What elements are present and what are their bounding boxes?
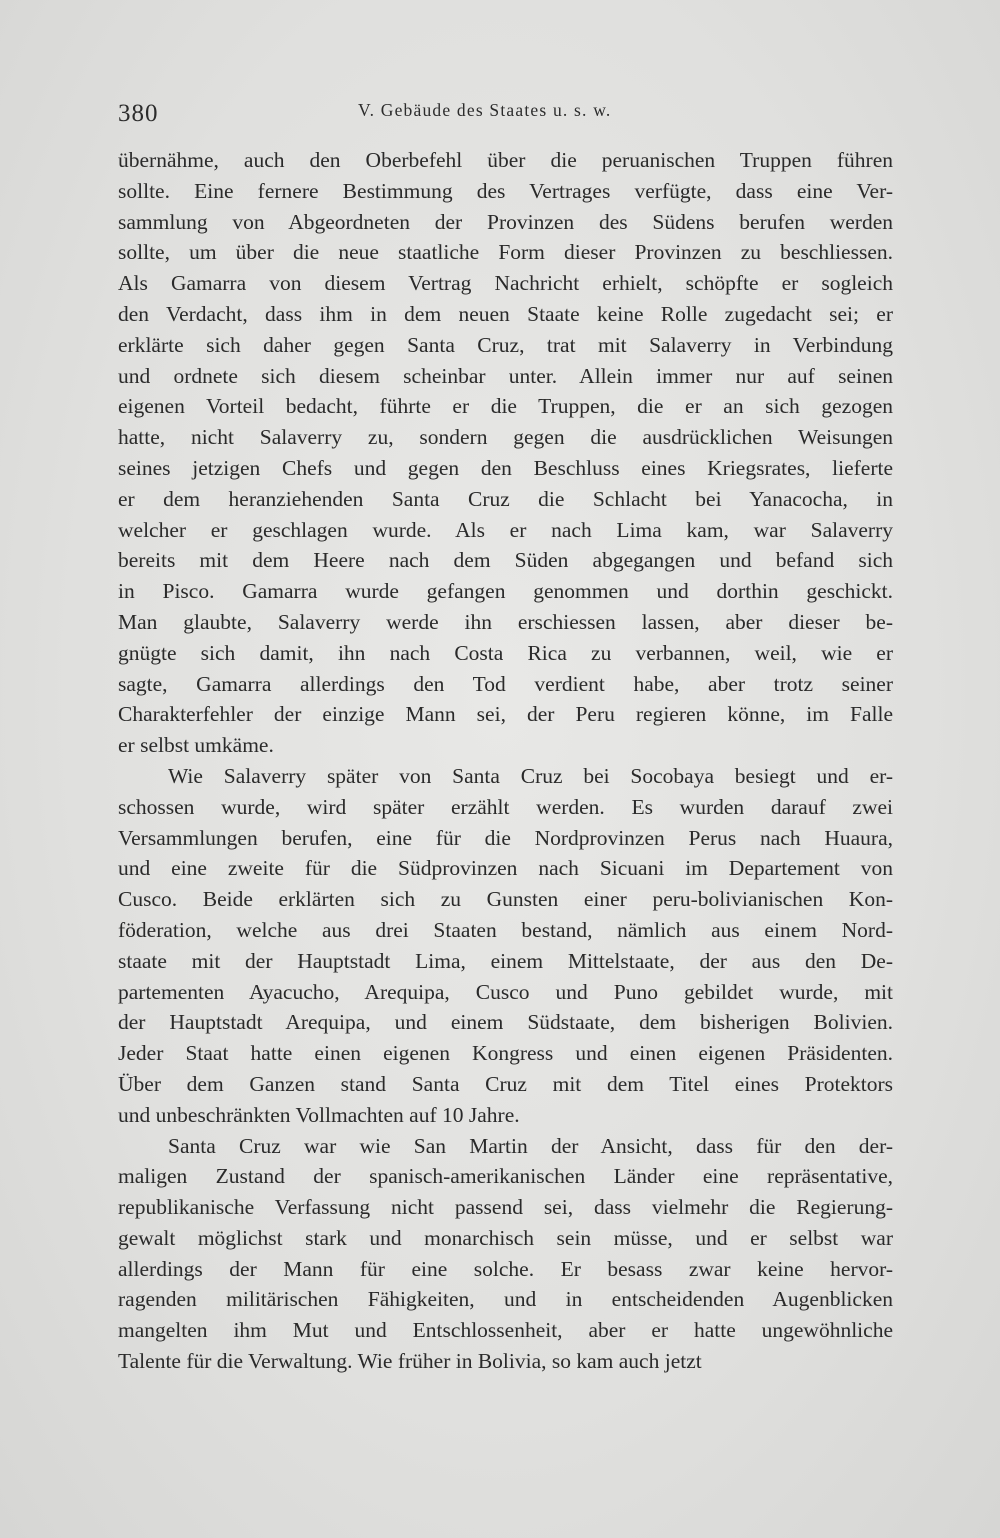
text-line: föderation, welche aus drei Staaten bestand, nämlich aus einem Nord- bbox=[118, 917, 893, 942]
text-line: ragenden militärischen Fähigkeiten, und in entscheidenden Augenblicken bbox=[118, 1287, 893, 1312]
text-line: bereits mit dem Heere nach dem Süden abgegangen und befand sich bbox=[118, 548, 893, 573]
body-text bbox=[118, 145, 893, 1377]
text-line: gnügte sich damit, ihn nach Costa Rica zu verbannen, weil, wie er bbox=[118, 640, 893, 665]
text-line: übernähme, auch den Oberbefehl über die peruanischen Truppen führen bbox=[118, 148, 893, 172]
text-line: der Hauptstadt Arequipa, und einem Südstaate, dem bisherigen Bolivien. bbox=[118, 1010, 893, 1035]
text-line: er dem heranziehenden Santa Cruz die Schlacht bei Yanacocha, in bbox=[118, 486, 893, 511]
text-line: Wie Salaverry später von Santa Cruz bei Socobaya besiegt und er- bbox=[168, 763, 893, 788]
page-number: 380 bbox=[118, 100, 159, 127]
text-line: und eine zweite für die Südprovinzen nach Sicuani im Departement von bbox=[118, 856, 893, 881]
running-head: V. Gebäude des Staates u. s. w. bbox=[358, 100, 612, 120]
text-line: Jeder Staat hatte einen eigenen Kongress und einen eigenen Präsidenten. bbox=[118, 1041, 893, 1066]
text-line: staate mit der Hauptstadt Lima, einem Mittelstaate, der aus den De- bbox=[118, 948, 893, 973]
text-line: schossen wurde, wird später erzählt werden. Es wurden darauf zwei bbox=[118, 794, 893, 819]
text-line: Cusco. Beide erklärten sich zu Gunsten einer peru-bolivianischen Kon- bbox=[118, 887, 893, 912]
text-line: sagte, Gamarra allerdings den Tod verdient habe, aber trotz seiner bbox=[118, 671, 893, 696]
text-line: welcher er geschlagen wurde. Als er nach Lima kam, war Salaverry bbox=[118, 517, 893, 542]
text-line: Als Gamarra von diesem Vertrag Nachricht erhielt, schöpfte er sogleich bbox=[118, 271, 893, 296]
text-line: sollte, um über die neue staatliche Form dieser Provinzen zu beschliessen. bbox=[118, 240, 893, 265]
text-line: sollte. Eine fernere Bestimmung des Vertrages verfügte, dass eine Ver- bbox=[118, 178, 893, 203]
page-header bbox=[118, 96, 893, 132]
paragraph bbox=[118, 145, 893, 761]
paragraph bbox=[118, 1131, 893, 1377]
text-line: Charakterfehler der einzige Mann sei, der Peru regieren könne, im Falle bbox=[118, 702, 893, 727]
text-line: republikanische Verfassung nicht passend sei, dass vielmehr die Regierung- bbox=[118, 1195, 893, 1220]
text-line: mangelten ihm Mut und Entschlossenheit, aber er hatte ungewöhnliche bbox=[118, 1318, 893, 1343]
paragraph bbox=[118, 761, 893, 1131]
text-line: gewalt möglichst stark und monarchisch sein müsse, und er selbst war bbox=[118, 1225, 893, 1250]
text-line: sammlung von Abgeordneten der Provinzen des Südens berufen werden bbox=[118, 209, 893, 234]
text-line: eigenen Vorteil bedacht, führte er die Truppen, die er an sich gezogen bbox=[118, 394, 893, 419]
text-line: allerdings der Mann für eine solche. Er besass zwar keine hervor- bbox=[118, 1256, 893, 1281]
text-line: erklärte sich daher gegen Santa Cruz, trat mit Salaverry in Verbindung bbox=[118, 332, 893, 357]
text-line: Man glaubte, Salaverry werde ihn erschiessen lassen, aber dieser be- bbox=[118, 609, 893, 634]
text-line: Santa Cruz war wie San Martin der Ansicht, dass für den der- bbox=[168, 1133, 893, 1158]
text-line: und ordnete sich diesem scheinbar unter. Allein immer nur auf seinen bbox=[118, 363, 893, 388]
text-line: maligen Zustand der spanisch-amerikanischen Länder eine repräsentative, bbox=[118, 1164, 893, 1189]
text-line: Über dem Ganzen stand Santa Cruz mit dem Titel eines Protektors bbox=[118, 1071, 893, 1096]
text-line: seines jetzigen Chefs und gegen den Beschluss eines Kriegsrates, lieferte bbox=[118, 455, 893, 480]
text-line: Talente für die Verwaltung. Wie früher in Bolivia, so kam auch jetzt bbox=[118, 1349, 702, 1374]
text-line: hatte, nicht Salaverry zu, sondern gegen die ausdrücklichen Weisungen bbox=[118, 425, 893, 450]
text-line: Versammlungen berufen, eine für die Nordprovinzen Perus nach Huaura, bbox=[118, 825, 893, 850]
text-line: den Verdacht, dass ihm in dem neuen Staate keine Rolle zugedacht sei; er bbox=[118, 301, 893, 326]
text-line: in Pisco. Gamarra wurde gefangen genommen und dorthin geschickt. bbox=[118, 579, 893, 604]
text-line: partementen Ayacucho, Arequipa, Cusco und Puno gebildet wurde, mit bbox=[118, 979, 893, 1004]
text-line: und unbeschränkten Vollmachten auf 10 Jahre. bbox=[118, 1102, 520, 1127]
text-line: er selbst umkäme. bbox=[118, 733, 274, 758]
